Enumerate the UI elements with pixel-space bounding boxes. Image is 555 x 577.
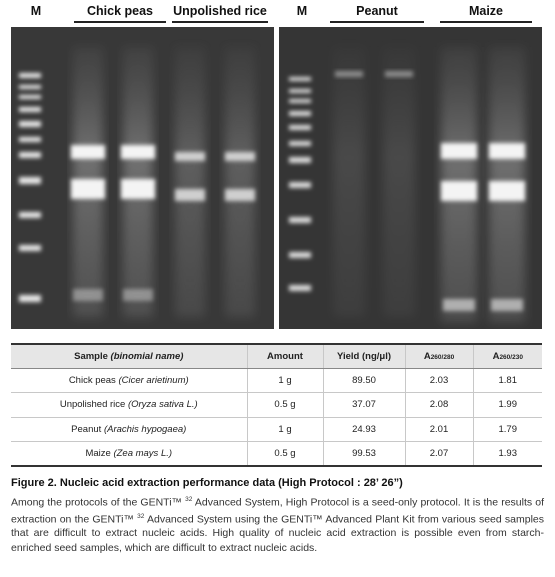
cell-yield: 99.53	[323, 442, 405, 467]
lane-label-maize: Maize	[440, 4, 532, 18]
results-table	[11, 343, 542, 467]
table-row	[11, 442, 542, 467]
cell-a260-230: 1.93	[473, 442, 542, 467]
lane-label-rice: Unpolished rice	[173, 4, 267, 18]
header-sample: Sample (binomial name)	[11, 344, 247, 368]
marker-label-left: M	[30, 4, 42, 18]
cell-sample: Maize (Zea mays L.)	[11, 442, 247, 467]
cell-amount: 0.5 g	[247, 393, 323, 418]
cell-sample: Chick peas (Cicer arietinum)	[11, 368, 247, 393]
cell-yield: 37.07	[323, 393, 405, 418]
cell-a260-230: 1.79	[473, 417, 542, 442]
cell-yield: 89.50	[323, 368, 405, 393]
header-a260-230: A260/230	[473, 344, 542, 368]
cell-a260-280: 2.03	[405, 368, 473, 393]
cell-sample: Unpolished rice (Oryza sativa L.)	[11, 393, 247, 418]
cell-a260-280: 2.07	[405, 442, 473, 467]
gel-image-left	[11, 27, 274, 329]
table-row	[11, 417, 542, 442]
table-row	[11, 393, 542, 418]
cell-sample: Peanut (Arachis hypogaea)	[11, 417, 247, 442]
cell-amount: 1 g	[247, 368, 323, 393]
cell-yield: 24.93	[323, 417, 405, 442]
cell-a260-280: 2.08	[405, 393, 473, 418]
header-amount: Amount	[247, 344, 323, 368]
cell-amount: 1 g	[247, 417, 323, 442]
marker-label-right: M	[296, 4, 308, 18]
figure-title: Figure 2. Nucleic acid extraction performance data (High Protocol : 28’ 26”)	[11, 477, 403, 489]
gel-image-right	[279, 27, 542, 329]
lane-label-peanut: Peanut	[330, 4, 424, 18]
header-a260-280: A260/280	[405, 344, 473, 368]
table-row	[11, 368, 542, 393]
cell-amount: 0.5 g	[247, 442, 323, 467]
table-header-row	[11, 344, 542, 368]
cell-a260-230: 1.81	[473, 368, 542, 393]
cell-a260-280: 2.01	[405, 417, 473, 442]
header-yield: Yield (ng/μl)	[323, 344, 405, 368]
lane-label-chickpeas: Chick peas	[74, 4, 166, 18]
cell-a260-230: 1.99	[473, 393, 542, 418]
figure-caption: Among the protocols of the GENTi™ $^{32}$ Advanced System, High Protocol is a seed-only protocol. It is the results of extraction on the GENTi™ $^{32}$ Advanced System using the GENTi™ Advanced Plant Kit from various seed samples that are difficult to extract nucleic acids. High quality of nucleic acid extraction is possible even from starch-enriched seed samples, which are difficult to extract nucleic acids.	[11, 496, 545, 554]
